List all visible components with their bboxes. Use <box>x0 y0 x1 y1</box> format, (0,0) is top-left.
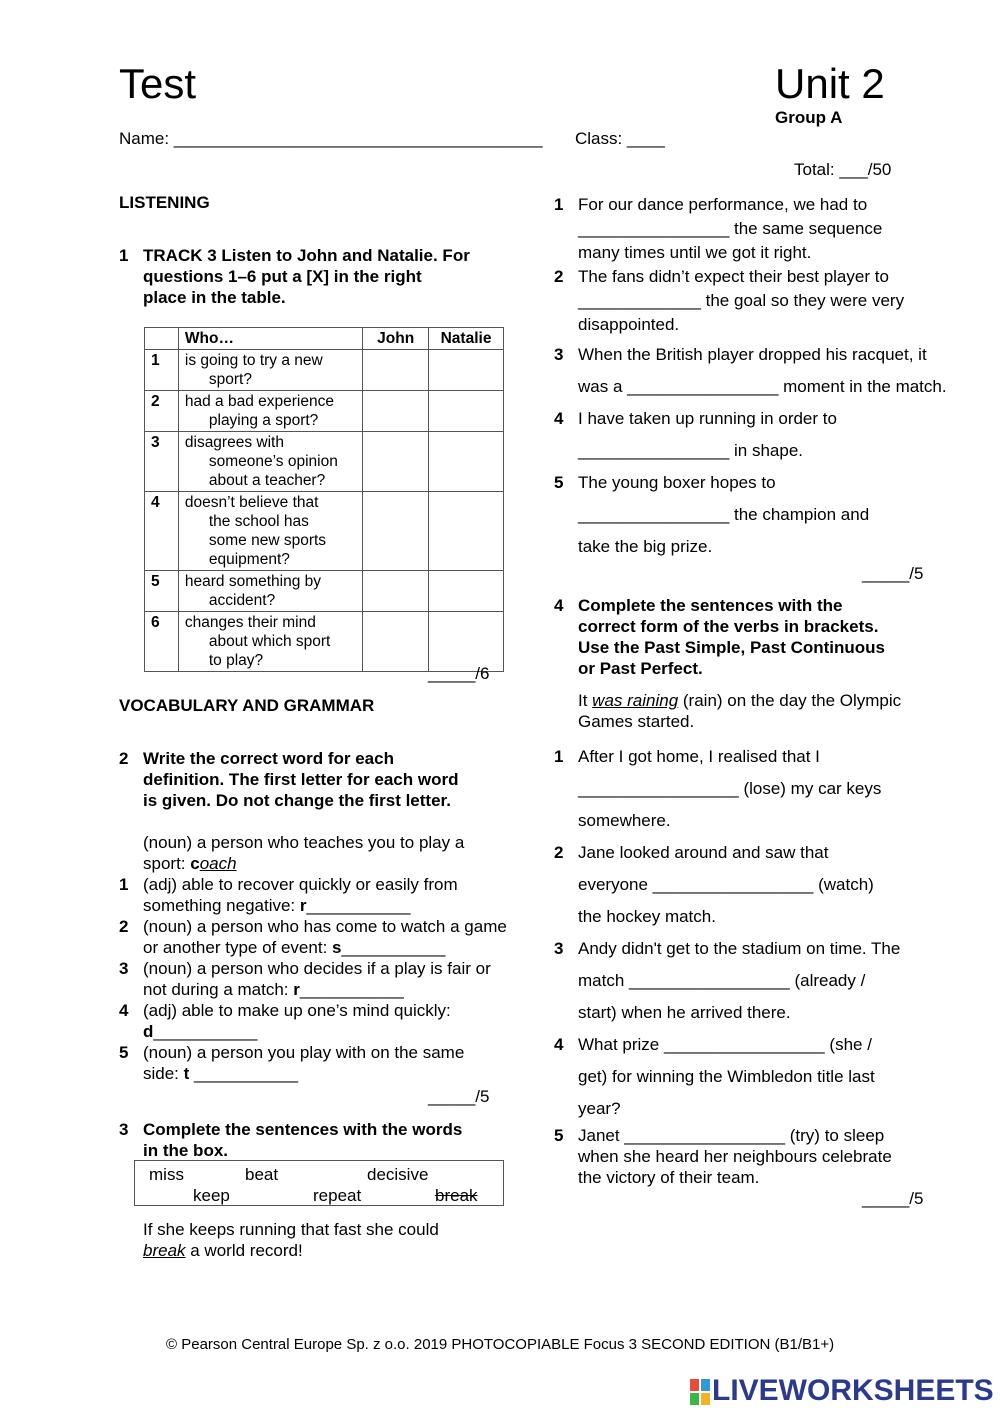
answer-cell-natalie[interactable] <box>429 612 504 672</box>
answer-blank[interactable]: everyone _________________ (watch) <box>578 875 874 894</box>
task3-example <box>143 1219 439 1261</box>
listening-heading: LISTENING <box>119 193 210 212</box>
row-number: 5 <box>145 571 179 612</box>
word-option-used: break <box>435 1186 478 1205</box>
table-row <box>145 391 504 432</box>
answer-blank[interactable]: match _________________ (already / <box>578 971 866 990</box>
list-item: 4 (adj) able to make up one’s mind quickly: d___________ <box>119 1001 451 1041</box>
answer-blank[interactable]: ___________ <box>189 1064 299 1083</box>
task-number: 4 <box>554 596 564 615</box>
answer-cell-john[interactable] <box>363 571 429 612</box>
answer-cell-natalie[interactable] <box>429 492 504 571</box>
task-number: 3 <box>119 1120 129 1139</box>
table-row <box>145 571 504 612</box>
instruction-line: Complete the sentences with the words <box>143 1120 463 1139</box>
track-label: TRACK 3 <box>143 246 217 265</box>
list-item: 3 (noun) a person who decides if a play is fair or not during a match: r___________ <box>119 959 491 999</box>
class-field[interactable]: Class: ____ <box>575 129 665 148</box>
answer-cell-john[interactable] <box>363 492 429 571</box>
table-row <box>145 612 504 672</box>
vocab-heading: VOCABULARY AND GRAMMAR <box>119 696 375 715</box>
page-title: Test <box>119 60 197 107</box>
list-item: 2 (noun) a person who has come to watch a game or another type of event: s___________ <box>119 917 507 957</box>
task-number: 2 <box>119 749 129 768</box>
example-line: a world record! <box>185 1241 303 1260</box>
answer-blank[interactable]: was a ________________ moment in the match. <box>578 377 947 396</box>
example-line: (rain) on the day the Olympic <box>678 691 902 710</box>
group-label: Group A <box>775 108 843 127</box>
row-number: 2 <box>145 391 179 432</box>
example-line: sport: <box>143 854 191 873</box>
task3-score: _____/5 <box>862 564 924 583</box>
example-answer: break <box>143 1241 186 1260</box>
listening-score: _____/6 <box>428 664 490 683</box>
answer-cell-john[interactable] <box>363 432 429 492</box>
answer-blank[interactable]: What prize _________________ (she / <box>578 1035 872 1054</box>
table-row <box>145 350 504 391</box>
answer-blank[interactable]: ___________ <box>153 1022 258 1041</box>
answer-cell-natalie[interactable] <box>429 432 504 492</box>
answer-blank[interactable]: ________________ in shape. <box>578 441 803 460</box>
table-row <box>145 432 504 492</box>
instruction-line: place in the table. <box>143 288 286 307</box>
answer-blank[interactable]: _________________ (lose) my car keys <box>578 779 882 798</box>
example-line: Games started. <box>578 712 695 731</box>
answer-blank[interactable]: ________________ the same sequence <box>578 219 883 238</box>
header-cell <box>145 328 179 350</box>
instruction-line: in the box. <box>143 1141 228 1160</box>
row-question: heard something by accident? <box>178 571 362 612</box>
instruction-line: correct form of the verbs in brackets. <box>578 617 879 636</box>
word-option: keep <box>193 1186 230 1205</box>
example-line: If she keeps running that fast she could <box>143 1220 439 1239</box>
answer-cell-john[interactable] <box>363 612 429 672</box>
answer-cell-john[interactable] <box>363 350 429 391</box>
example-letter: c <box>190 854 200 873</box>
answer-blank[interactable]: Janet _________________ (try) to sleep <box>578 1126 885 1145</box>
listening-table <box>144 327 504 672</box>
table-header-row <box>145 328 504 350</box>
row-number: 3 <box>145 432 179 492</box>
answer-cell-natalie[interactable] <box>429 350 504 391</box>
row-number: 4 <box>145 492 179 571</box>
answer-blank[interactable]: ___________ <box>299 980 404 999</box>
instruction-line: is given. Do not change the first letter. <box>143 791 451 810</box>
word-option: beat <box>245 1165 279 1184</box>
answer-blank[interactable]: ________________ the champion and <box>578 505 870 524</box>
row-question: is going to try a new sport? <box>178 350 362 391</box>
row-number: 1 <box>145 350 179 391</box>
name-field[interactable]: Name: _______________________________________ <box>119 129 543 148</box>
example-answer: oach <box>199 854 237 873</box>
liveworksheets-icon <box>690 1379 710 1405</box>
word-option: decisive <box>367 1165 429 1184</box>
header-cell: Who… <box>178 328 362 350</box>
instruction-line: questions 1–6 put a [X] in the right <box>143 267 422 286</box>
task2-score: _____/5 <box>428 1087 490 1106</box>
instruction-line: or Past Perfect. <box>578 659 703 678</box>
table-row <box>145 492 504 571</box>
answer-blank[interactable]: ___________ <box>306 896 411 915</box>
instruction-line: Complete the sentences with the <box>578 596 843 615</box>
example-line: (noun) a person who teaches you to play a <box>143 833 465 852</box>
row-question: doesn’t believe that the school has some new sports equipment? <box>178 492 362 571</box>
total-score: Total: ___/50 <box>794 160 892 179</box>
task2-example <box>143 832 464 874</box>
answer-blank[interactable]: ___________ <box>341 938 446 957</box>
word-option: miss <box>149 1165 184 1184</box>
example-answer: was raining <box>592 691 679 710</box>
word-option: repeat <box>313 1186 362 1205</box>
instruction-line: definition. The first letter for each word <box>143 770 459 789</box>
row-question: had a bad experience playing a sport? <box>178 391 362 432</box>
answer-cell-natalie[interactable] <box>429 571 504 612</box>
header-cell: John <box>363 328 429 350</box>
list-item: 1 (adj) able to recover quickly or easily from something negative: r___________ <box>119 875 458 915</box>
unit-title: Unit 2 <box>775 60 885 107</box>
task2-items <box>119 874 549 1084</box>
task4-example <box>578 690 901 732</box>
instruction-line: Write the correct word for each <box>143 749 394 768</box>
word-box <box>134 1160 504 1206</box>
header-cell: Natalie <box>429 328 504 350</box>
task-number: 1 <box>119 246 129 265</box>
instruction-line: Use the Past Simple, Past Continuous <box>578 638 886 657</box>
row-question: disagrees with someone’s opinion about a teacher? <box>178 432 362 492</box>
liveworksheets-logo[interactable] <box>690 1374 994 1410</box>
row-number: 6 <box>145 612 179 672</box>
answer-blank[interactable]: _____________ the goal so they were very <box>578 291 905 310</box>
answer-cell-natalie[interactable] <box>429 391 504 432</box>
list-item: 5 (noun) a person you play with on the same side: t ___________ <box>119 1043 465 1083</box>
example-line: It <box>578 691 593 710</box>
instruction-line: Listen to John and Natalie. For <box>221 246 470 265</box>
task4-score: _____/5 <box>862 1189 924 1208</box>
brand-name: LIVEWORKSHEETS <box>712 1374 994 1407</box>
copyright-footer: © Pearson Central Europe Sp. z o.o. 2019 PHOTOCOPIABLE Focus 3 SECOND EDITION (B1/B1+) <box>166 1336 835 1353</box>
answer-cell-john[interactable] <box>363 391 429 432</box>
row-question: changes their mind about which sport to play? <box>178 612 362 672</box>
